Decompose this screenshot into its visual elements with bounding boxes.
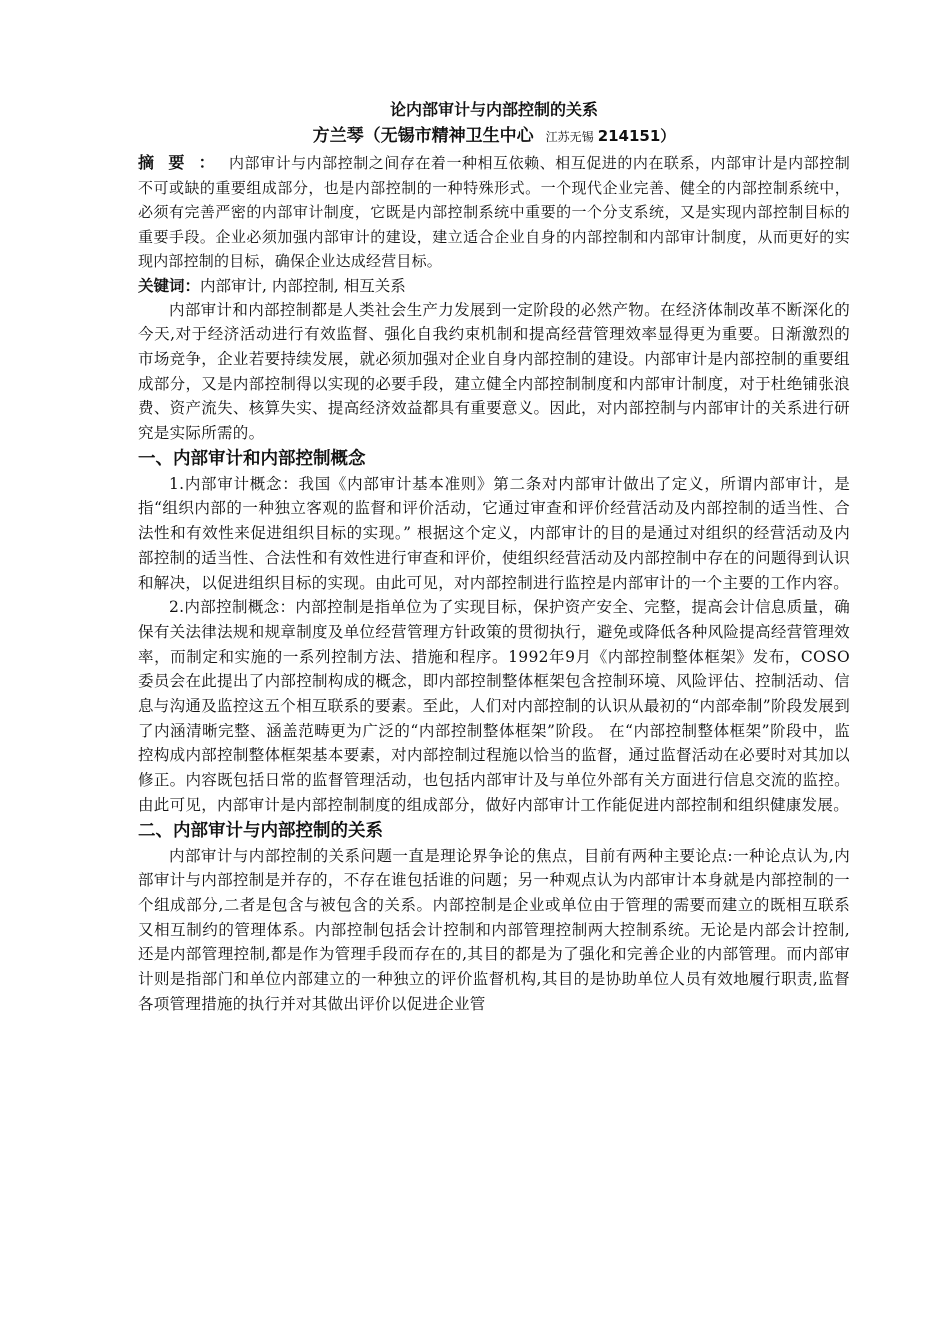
abstract: [138, 151, 850, 274]
paper-title: 论内部审计与内部控制的关系: [389, 100, 598, 119]
abstract-label: 摘要：: [138, 153, 229, 172]
author-name-affiliation: 方兰琴（无锡市精神卫生中心: [312, 126, 534, 146]
intro-paragraph: 内部审计和内部控制都是人类社会生产力发展到一定阶段的必然产物。在经济体制改革不断深化的今天,对于经济活动进行有效监督、强化自我约束机制和提高经营管理效率显得更为重要。日渐激烈的市场竞争，企业若要持续发展，就必须加强对企业自身内部控制的建设。内部审计是内部控制的重要组成部分，又是内部控制得以实现的必要手段，建立健全内部控制制度和内部审计制度，对于杜绝铺张浪费、资产流失、核算失实、提高经济效益都具有重要意义。因此，对内部控制与内部审计的关系进行研究是实际所需的。: [138, 300, 850, 443]
abstract-text: 内部审计与内部控制之间存在着一种相互依赖、相互促进的内在联系，内部审计是内部控制不可或缺的重要组成部分，也是内部控制的一种特殊形式。一个现代企业完善、健全的内部控制系统中，必须有完善严密的内部审计制度，它既是内部控制系统中重要的一个分支系统，又是实现内部控制目标的重要手段。企业必须加强内部审计的建设，建立适合企业自身的内部控制和内部审计制度，从而更好的实现内部控制的目标，确保企业达成经营目标。: [138, 154, 850, 270]
document-page: [138, 98, 850, 1016]
section-2-heading: 二、内部审计与内部控制的关系: [138, 820, 383, 841]
section-1-paragraph-2: 2.内部控制概念：内部控制是指单位为了实现目标，保护资产安全、完整，提高会计信息质量，确保有关法律法规和规章制度及单位经营管理方针政策的贯彻执行，避免或降低各种风险提高经营管理效率，而制定和实施的一系列控制方法、措施和程序。1992年9月《内部控制整体框架》发布，COSO委员会在此提出了内部控制构成的概念，即内部控制整体框架包含控制环境、风险评估、控制活动、信息与沟通及监控这五个相互联系的要素。至此，人们对内部控制的认识从最初的“内部牵制”阶段发展到了内涵清晰完整、涵盖范畴更为广泛的“内部控制整体框架”阶段。 在“内部控制整体框架”阶段中，监控构成内部控制整体框架基本要素，对内部控制过程施以恰当的监督，通过监督活动在必要时对其加以修正。内容既包括日常的监督管理活动，也包括内部审计及与单位外部有关方面进行信息交流的监控。由此可见，内部审计是内部控制制度的组成部分，做好内部审计工作能促进内部控制和组织健康发展。: [138, 598, 850, 814]
section-2-paragraph-1: 内部审计与内部控制的关系问题一直是理论界争论的焦点，目前有两种主要论点:一种论点认为,内部审计与内部控制是并存的，不存在谁包括谁的问题；另一种观点认为内部审计本身就是内部控制的一个组成部分,二者是包含与被包含的关系。内部控制是企业或单位由于管理的需要而建立的既相互联系又相互制约的管理体系。内部控制包括会计控制和内部管理控制两大控制系统。无论是内部会计控制,还是内部管理控制,都是作为管理手段而存在的,其目的都是为了强化和完善企业的内部管理。而内部审计则是指部门和单位内部建立的一种独立的评价监督机构,其目的是协助单位人员有效地履行职责,监督各项管理措施的执行并对其做出评价以促进企业管: [138, 846, 850, 1013]
keywords-label: 关键词：: [138, 276, 201, 295]
author-location: 江苏无锡: [545, 130, 594, 144]
keywords: [138, 274, 850, 298]
author-line: [138, 122, 850, 151]
keywords-text: 内部审计, 内部控制, 相互关系: [200, 276, 406, 295]
section-1-heading: 一、内部审计和内部控制概念: [138, 448, 366, 469]
section-1-paragraph-1: 1.内部审计概念：我国《内部审计基本准则》第二条对内部审计做出了定义，所谓内部审计，是指“组织内部的一种独立客观的监督和评价活动，它通过审查和评价经营活动及内部控制的适当性、合法性和有效性来促进组织目标的实现。” 根据这个定义，内部审计的目的是通过对组织的经营活动及内部控制的适当性、合法性和有效性进行审查和评价，使组织经营活动及内部控制中存在的问题得到认识和解决，以促进组织目标的实现。由此可见，对内部控制进行监控是内部审计的一个主要的工作内容。: [138, 474, 850, 592]
author-zip: 214151）: [597, 127, 676, 145]
